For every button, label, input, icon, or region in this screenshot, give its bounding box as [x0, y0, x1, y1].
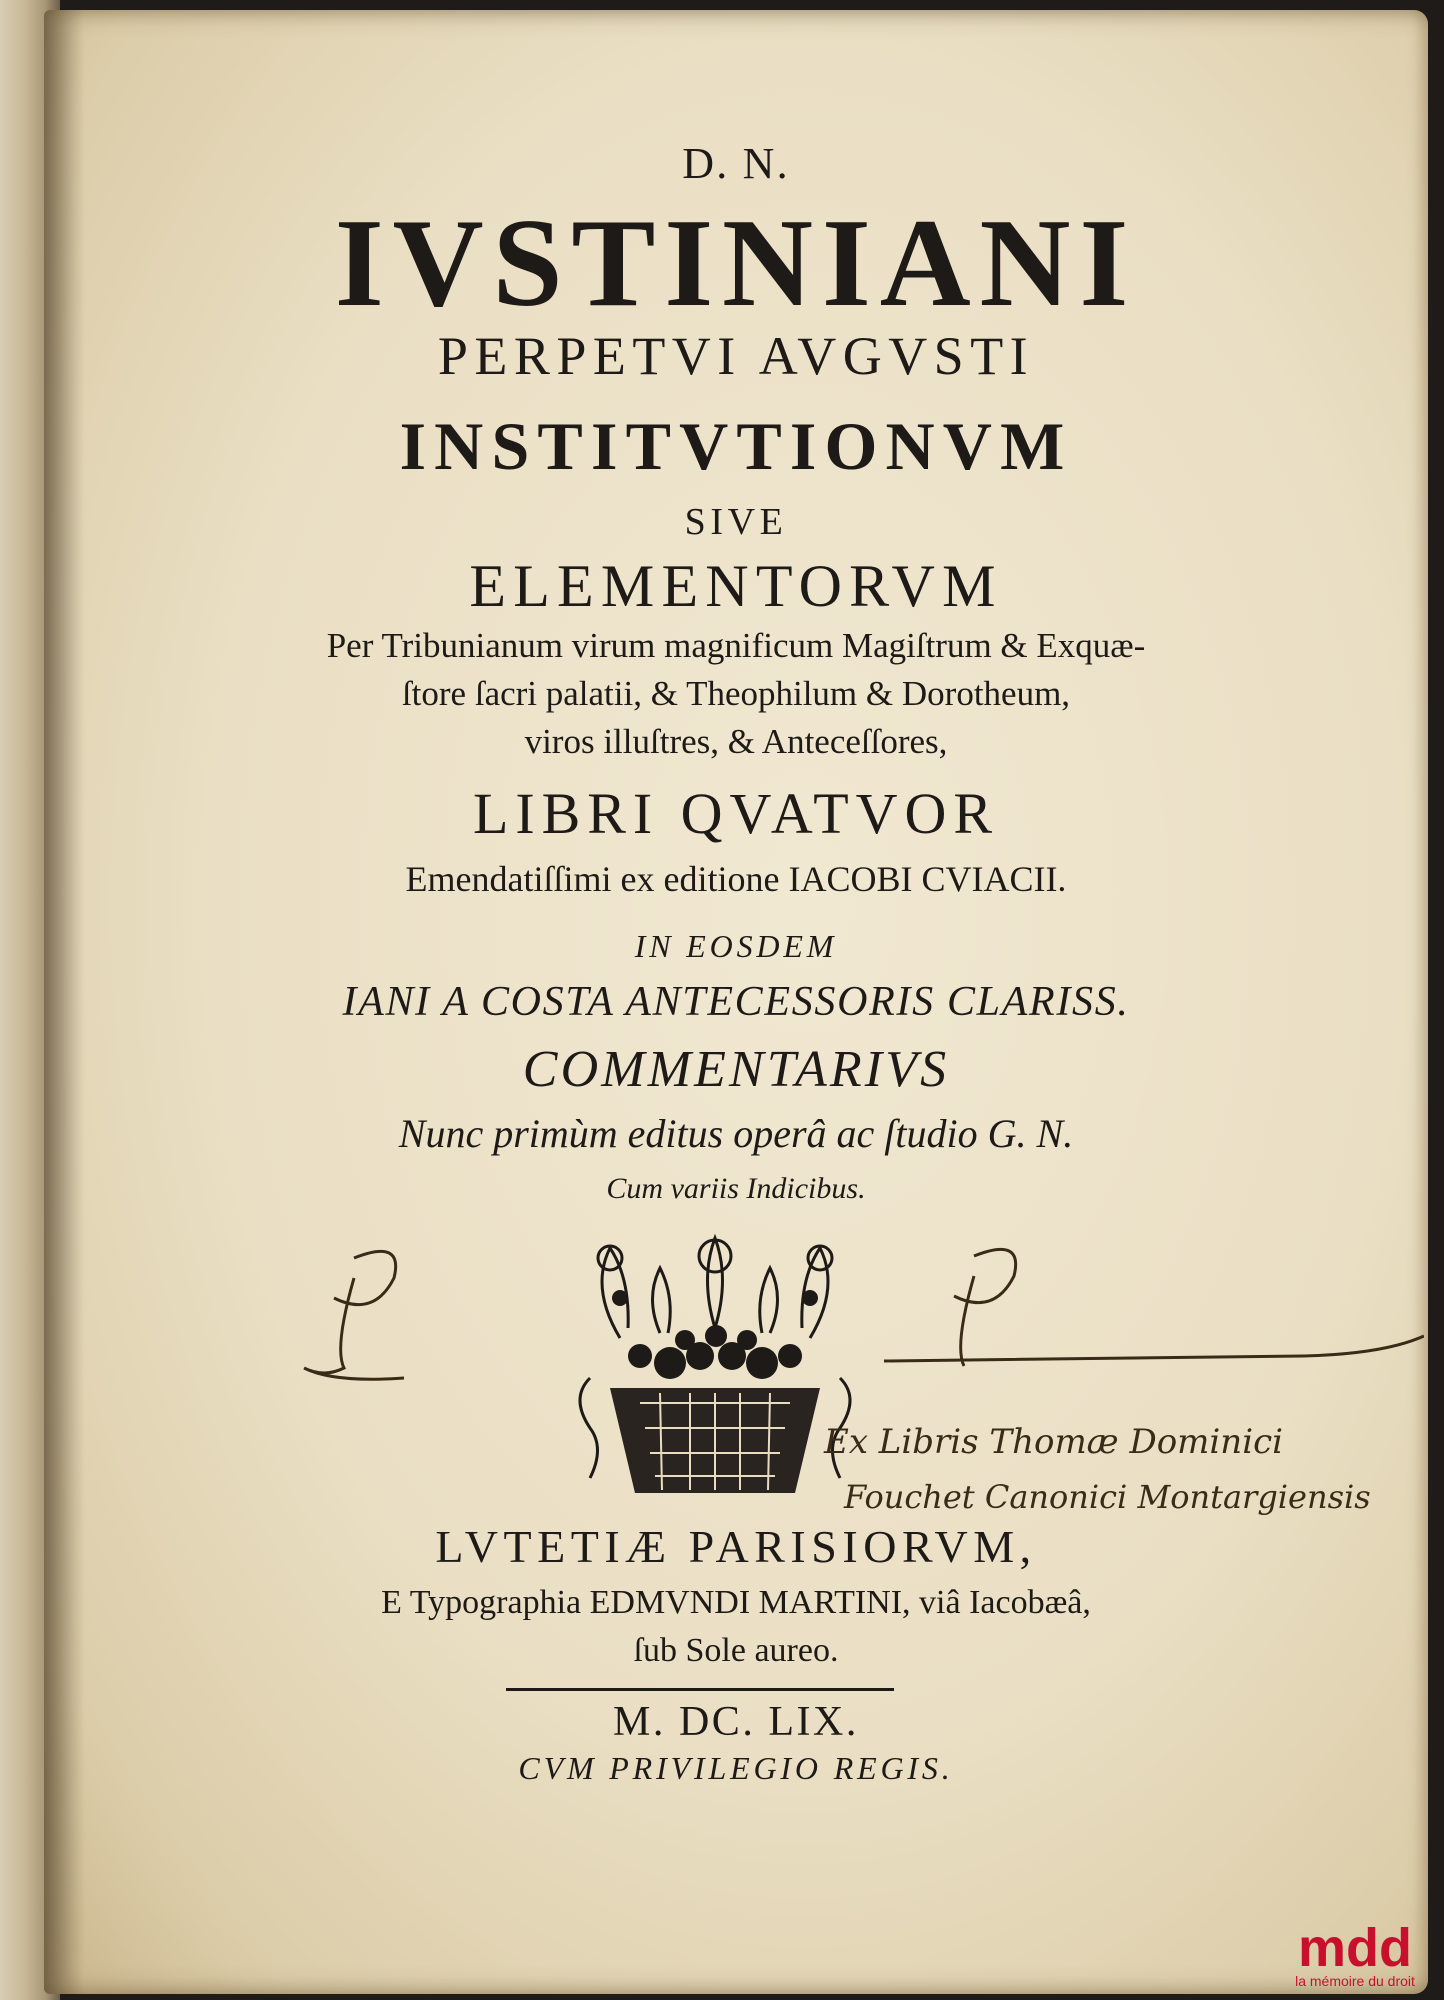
emendatissimi: Emendatiſſimi ex editione IACOBI CVIACII. — [405, 859, 1067, 899]
title-name: IVSTINIANI — [334, 194, 1138, 333]
imprint-privilege: CVM PRIVILEGIO REGIS. — [518, 1750, 954, 1786]
description-line-3: viros illuſtres, & Anteceſſores, — [524, 722, 948, 761]
libri-quatuor: LIBRI QVATVOR — [472, 781, 1000, 846]
imprint-divider-rule — [506, 1688, 894, 1691]
imprint-printer: E Typographia EDMVNDI MARTINI, viâ Iacobæâ, — [381, 1584, 1091, 1621]
commentarius: COMMENTARIVS — [522, 1041, 950, 1098]
title-institutionum: INSTITVTIONVM — [399, 408, 1073, 484]
logo-text: mdd — [1298, 1918, 1412, 1978]
ex-libris-line-2: Fouchet Canonici Montargiensis — [844, 1478, 1371, 1516]
printers-device-flower-basket — [550, 1228, 880, 1508]
title-dn: D. N. — [682, 139, 790, 188]
iani-a-costa: IANI A COSTA ANTECESSORIS CLARISS. — [342, 979, 1130, 1025]
handwritten-flourish-right — [864, 1236, 1424, 1396]
nunc-primum: Nunc primùm editus operâ ac ſtudio G. N. — [398, 1111, 1074, 1156]
description-line-1: Per Tribunianum virum magnificum Magiſtrum & Exquæ- — [326, 626, 1146, 665]
in-eosdem: IN EOSDEM — [634, 928, 838, 964]
description-line-2: ſtore ſacri palatii, & Theophilum & Dorotheum, — [401, 674, 1071, 713]
mdd-logo — [1280, 1912, 1430, 1992]
title-sive: SIVE — [684, 501, 788, 543]
title-page — [44, 10, 1428, 1994]
handwritten-flourish-left — [294, 1238, 424, 1388]
cum-variis-indicibus: Cum variis Indicibus. — [606, 1172, 866, 1205]
imprint-sign: ſub Sole aureo. — [633, 1632, 839, 1669]
ex-libris-line-1: Ex Libris Thomæ Dominici — [824, 1422, 1283, 1462]
title-perpetui: PERPETVI AVGVSTI — [437, 326, 1035, 386]
title-elementorum: ELEMENTORVM — [469, 553, 1003, 619]
imprint-year: M. DC. LIX. — [613, 1699, 859, 1745]
imprint-city: LVTETIÆ PARISIORVM, — [435, 1521, 1037, 1572]
logo-tagline: la mémoire du droit — [1295, 1973, 1415, 1989]
